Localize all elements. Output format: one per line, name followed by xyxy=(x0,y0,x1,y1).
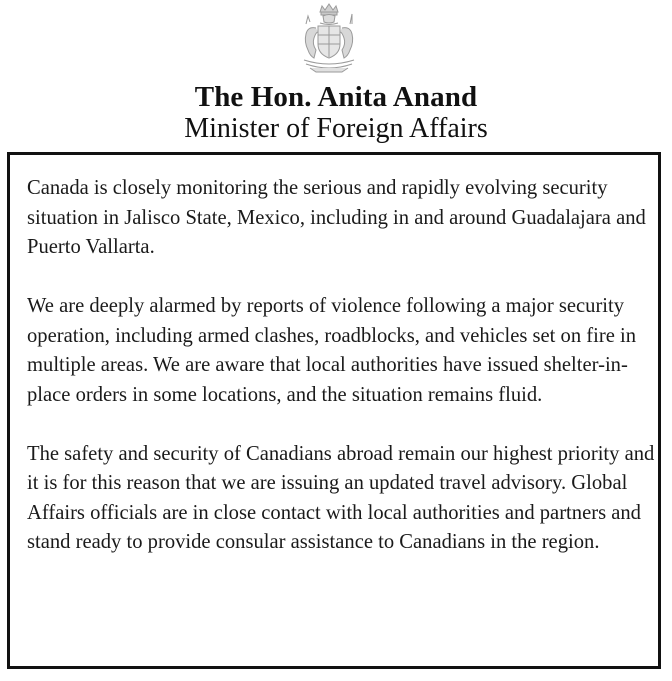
statement-paragraph: Canada is closely monitoring the serious and rapidly evolving security situation in Jalisco State, Mexico, including in and around Guadalajara and Puerto Vallarta. xyxy=(27,177,646,258)
statement-paragraph: We are deeply alarmed by reports of violence following a major security operation, including armed clashes, roadblocks, and vehicles set on fire in multiple areas. We are aware that local authorities have issued shelter-in-place orders in some locations, and the situation remains fluid. xyxy=(27,295,637,406)
minister-header xyxy=(0,80,672,144)
minister-name: The Hon. Anita Anand xyxy=(194,81,478,113)
statement-box xyxy=(7,152,661,669)
statement-paragraph: The safety and security of Canadians abroad remain our highest priority and it is for this reason that we are issuing an updated travel advisory. Global Affairs officials are in close contact with local authorities and partners and stand ready to provide consular assistance to Canadians in the region. xyxy=(27,442,655,553)
statement-body xyxy=(27,174,657,587)
minister-title: Minister of Foreign Affairs xyxy=(184,113,488,144)
canada-coat-of-arms-icon xyxy=(296,2,362,74)
